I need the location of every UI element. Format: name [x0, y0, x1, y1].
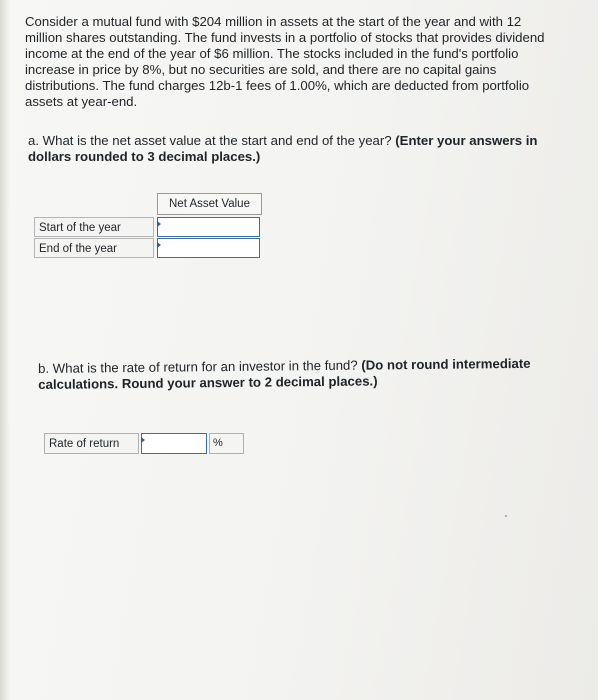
question-a-text: a. What is the net asset value at the start and end of the year? — [28, 133, 392, 148]
nav-row-start — [34, 217, 260, 237]
question-a-instruction: (Enter your answers in dollars rounded to 3 decimal places.) — [28, 133, 538, 164]
nav-end-input[interactable] — [158, 240, 259, 258]
question-b-text: b. What is the rate of return for an investor in the fund? — [38, 357, 358, 376]
rate-of-return-input[interactable] — [142, 435, 206, 454]
question-a — [28, 133, 558, 165]
problem-intro: Consider a mutual fund with $204 million in assets at the start of the year and with 12 million shares outstanding. The fund invests in a portfolio of stocks that provides dividend income at the end of the year of $6 million. The stocks included in the fund's portfolio increase in price by 8%, but no securities are sold, and there are no capital gains distributions. The fund charges 12b-1 fees of 1.00%, which are deducted from portfolio assets at year-end. — [25, 14, 545, 110]
nav-row-end — [34, 238, 260, 258]
input-marker-icon — [157, 221, 161, 227]
nav-start-input[interactable] — [158, 219, 259, 237]
input-marker-icon — [141, 437, 145, 443]
nav-column-header: Net Asset Value — [157, 193, 262, 215]
nav-row-label: Start of the year — [34, 217, 154, 237]
rate-of-return-label: Rate of return — [44, 433, 139, 454]
nav-start-input-cell[interactable] — [157, 217, 260, 237]
page-edge-shadow — [0, 0, 10, 700]
rate-of-return-input-cell[interactable] — [141, 433, 207, 454]
nav-end-input-cell[interactable] — [157, 238, 260, 258]
paper-speck — [505, 515, 507, 517]
input-marker-icon — [157, 242, 161, 248]
question-b-instruction: (Do not round intermediate calculations. Round your answer to 2 decimal places.) — [38, 355, 531, 392]
question-b — [38, 355, 573, 393]
percent-unit: % — [209, 433, 244, 454]
nav-row-label: End of the year — [34, 238, 154, 258]
